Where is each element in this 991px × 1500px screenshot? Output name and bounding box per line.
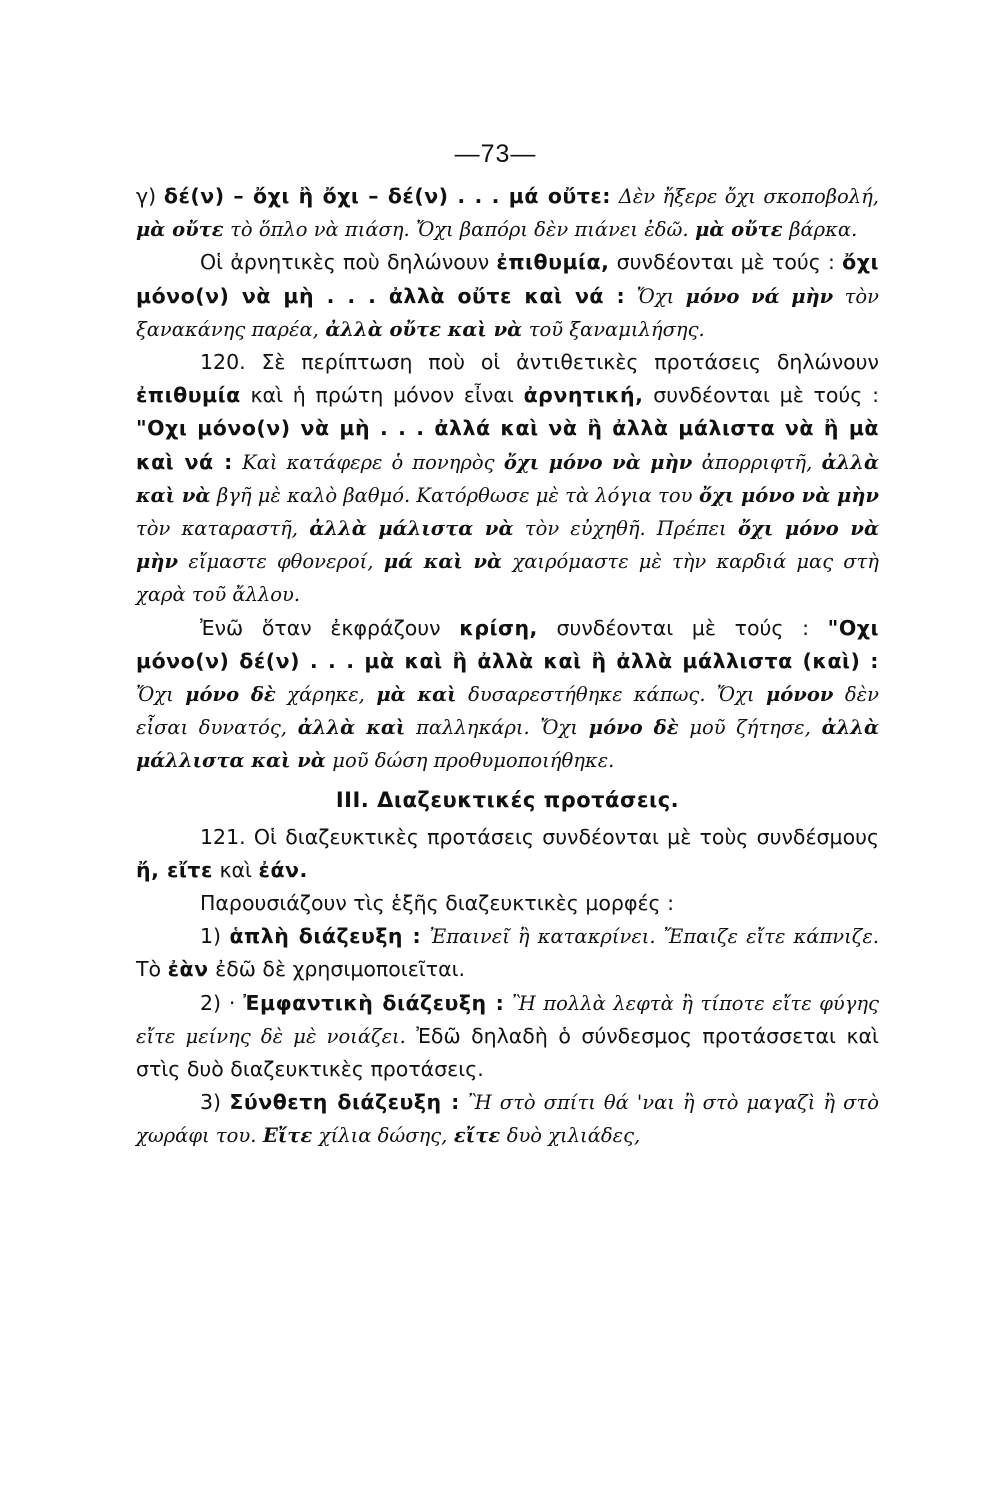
example-conj: ἀλλὰ οὔτε καὶ νὰ	[325, 317, 523, 341]
text: 121. Οἱ διαζευκτικὲς προτάσεις συνδέονται μὲ τοὺς συνδέσμους	[200, 824, 879, 849]
keyword: ἤ, εἴτε	[136, 857, 213, 882]
keyword: ὄχι μόνο(ν) νὰ μὴ . . . ἀλλὰ οὔτε καὶ νά :	[136, 250, 879, 308]
text: καὶ ἡ πρώτη μόνον εἶναι	[250, 383, 514, 408]
example: τὸν εὐχηθῆ. Πρέπει	[524, 517, 727, 541]
text: 1)	[200, 924, 222, 949]
paragraph-judgment	[136, 612, 879, 778]
example-conj: ἀλλὰ μάλιστα νὰ	[309, 517, 514, 541]
keyword: "Οχι μόνο(ν) νὰ μὴ . . . ἀλλά καὶ νὰ ἢ ἀλλὰ μάλιστα νὰ ἢ μὰ καὶ νά :	[136, 416, 879, 474]
text: Παρουσιάζουν τὶς ἑξῆς διαζευκτικὲς μορφές :	[200, 891, 675, 916]
example: εἴμαστε φθονεροί,	[188, 550, 374, 574]
text: ἐδῶ δὲ χρησιμοποιεῖται.	[215, 957, 466, 982]
example: Ὄχι	[636, 284, 675, 308]
keyword: ἁπλὴ διάζευξη :	[229, 924, 422, 949]
label: γ)	[136, 184, 157, 208]
example: τὸν καταραστῆ,	[136, 517, 298, 541]
keyword: κρίση,	[459, 615, 538, 640]
keyword: ἀρνητική,	[523, 383, 644, 408]
example-conj: μόνο νά μὴν	[685, 284, 834, 308]
example-conj: ὄχι μόνο νὰ μὴν	[503, 450, 693, 474]
keyword: Ἐμφαντικὴ διάζευξη :	[243, 990, 505, 1015]
example-conj: μόνο δὲ	[185, 683, 276, 707]
text: Οἱ ἀρνητικὲς ποὺ δηλώνουν	[200, 250, 490, 275]
example-conj: μὰ καὶ	[376, 683, 457, 707]
keyword: "Οχι μόνο(ν) δέ(ν) . . . μὰ καὶ ἢ ἀλλὰ καὶ ἢ ἀλλὰ μάλλιστα (καὶ) :	[136, 615, 879, 673]
keyword: ἐὰν	[167, 957, 209, 982]
paragraph-forms	[136, 887, 879, 920]
paragraph-gamma	[136, 180, 879, 246]
example: βάρκα.	[789, 218, 858, 242]
keyword: ἐπιθυμία,	[496, 250, 610, 275]
text: 120. Σὲ περίπτωση ποὺ οἱ ἀντιθετικὲς προτάσεις δηλώνουν	[200, 350, 879, 375]
example: μοῦ ζήτησε,	[689, 716, 811, 740]
keyword: ἐάν.	[258, 857, 308, 882]
example: δυσαρεστήθηκε κάπως. Ὄχι	[468, 683, 755, 707]
example: βγῆ μὲ καλὸ βαθμό. Κατόρθωσε μὲ τὰ λόγια του	[216, 483, 693, 507]
example: ἀπορριφτῆ,	[701, 450, 813, 474]
text: Ἐδῶ δηλαδὴ ὁ σύνδεσμος προτάσσεται καὶ στὶς δυὸ διαζευκτικὲς προτάσεις.	[136, 1023, 879, 1082]
example: τὸ ὅπλο νὰ πιάση. Ὄχι βαπόρι δὲν πιάνει ἐδῶ.	[230, 218, 689, 242]
example: παλληκάρι. Ὄχι	[416, 716, 578, 740]
paragraph-simple	[136, 920, 879, 986]
example: Ἐπαινεῖ ἢ κατακρίνει. Ἔπαιζε εἴτε κάπνιζε.	[429, 925, 879, 949]
example: χαιρόμαστε μὲ τὴν καρδιά μας στὴ χαρὰ τοῦ ἄλλου.	[136, 550, 879, 607]
example-conj: Εἴτε	[262, 1124, 313, 1148]
example: δυὸ χιλιάδες,	[506, 1124, 641, 1148]
example-conj: μόνον	[766, 683, 834, 707]
paragraph-emphatic	[136, 987, 879, 1087]
text: συνδέονται μὲ τούς :	[556, 615, 809, 640]
example-conj: ὄχι μόνο νὰ μὴν	[136, 517, 879, 574]
example: Δὲν ἤξερε ὄχι σκοποβολή,	[618, 185, 879, 208]
example: Ἢ πολλὰ λεφτὰ ἢ τίποτε εἴτε φύγης εἴτε μείνης δὲ μὲ νοιάζει.	[136, 991, 879, 1048]
example-conj: μά καὶ νὰ	[383, 550, 503, 574]
example: δὲν εἶσαι δυνατός,	[136, 683, 879, 740]
page-number: —73—	[454, 140, 537, 168]
text: συνδέονται μὲ τούς :	[653, 383, 879, 408]
paragraph-121	[136, 821, 879, 887]
text: Τὸ	[136, 957, 162, 982]
text: 2) ·	[200, 990, 236, 1015]
paragraph-desire-negative	[136, 246, 879, 346]
example: τοῦ ξαναμιλήσης.	[528, 317, 705, 341]
example: Ἢ στὸ σπίτι θά 'ναι ἢ στὸ μαγαζὶ ἢ στὸ χωράφι του.	[136, 1091, 879, 1148]
keyword: ἐπιθυμία	[136, 383, 241, 408]
keyword: δέ(ν) – ὄχι ἢ ὄχι – δέ(ν) . . . μά οὔτε:	[163, 184, 611, 208]
example: τὸν ξανακάνης παρέα,	[136, 284, 879, 341]
text: καὶ	[219, 857, 252, 882]
text: συνδέονται μὲ τούς :	[616, 250, 835, 275]
text: 3)	[200, 1090, 222, 1115]
example: Ὄχι	[136, 683, 174, 707]
example-conj: ἀλλὰ μάλλιστα καὶ νὰ	[136, 716, 879, 773]
example-conj: μόνο δὲ	[588, 716, 679, 740]
example-conj: ἀλλὰ καὶ	[297, 716, 406, 740]
example-conj: μὰ οὔτε	[136, 218, 224, 242]
example: χίλια δώσης,	[318, 1124, 448, 1148]
paragraph-120	[136, 346, 879, 612]
example: Καὶ κατάφερε ὁ πονηρὸς	[242, 450, 495, 474]
section-heading: III. Διαζευκτικές προτάσεις.	[335, 787, 680, 812]
example-conj: μὰ οὔτε	[695, 218, 783, 242]
paragraph-compound	[136, 1086, 879, 1152]
example-conj: ἀλλὰ καὶ νὰ	[136, 450, 879, 507]
example-conj: ὄχι μόνο νὰ μὴν	[698, 483, 879, 507]
example: χάρηκε,	[287, 683, 365, 707]
keyword: Σύνθετη διάζευξη :	[229, 1090, 460, 1115]
example-conj: εἴτε	[453, 1124, 501, 1148]
example: μοῦ δώση προθυμοποιήθηκε.	[332, 749, 615, 773]
text: Ἐνῶ ὅταν ἐκφράζουν	[200, 615, 441, 640]
